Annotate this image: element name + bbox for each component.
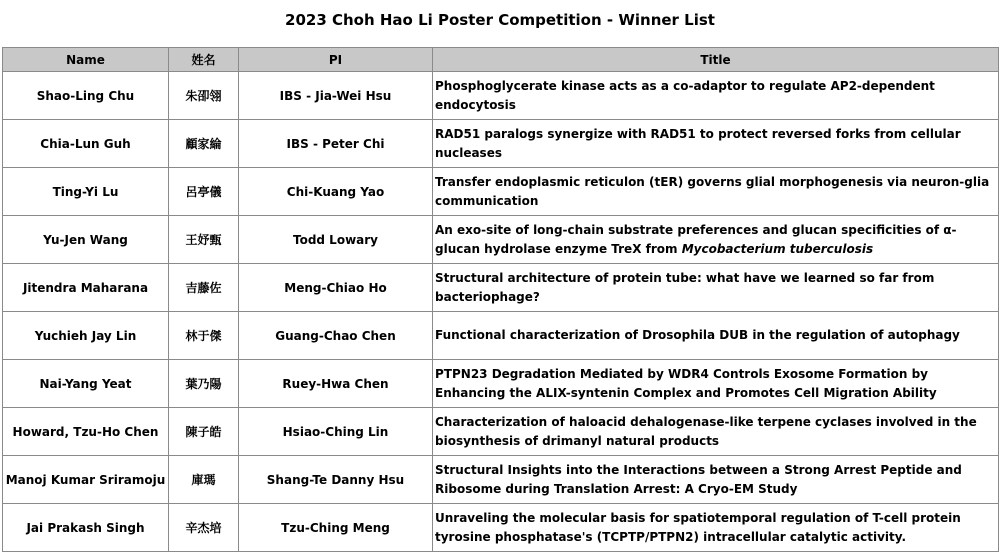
cell-chinese-name: 朱卲翎 (169, 72, 239, 120)
cell-name: Manoj Kumar Sriramoju (3, 456, 169, 504)
title-text: RAD51 paralogs synergize with RAD51 to protect reversed forks from cellular nucleases (435, 126, 961, 160)
cell-chinese-name: 呂亭儀 (169, 168, 239, 216)
header-chinese-name: 姓名 (169, 48, 239, 72)
table-row (3, 216, 999, 264)
cell-chinese-name: 葉乃陽 (169, 360, 239, 408)
cell-name: Yuchieh Jay Lin (3, 312, 169, 360)
cell-pi: Ruey-Hwa Chen (239, 360, 433, 408)
cell-name: Ting-Yi Lu (3, 168, 169, 216)
table-row (3, 72, 999, 120)
cell-title (433, 72, 999, 120)
table-body (3, 72, 999, 552)
cell-title (433, 504, 999, 552)
cell-chinese-name: 顧家綸 (169, 120, 239, 168)
cell-chinese-name: 庫瑪 (169, 456, 239, 504)
table-row (3, 264, 999, 312)
cell-chinese-name: 陳子皓 (169, 408, 239, 456)
table-row (3, 312, 999, 360)
cell-pi: Guang-Chao Chen (239, 312, 433, 360)
cell-name: Nai-Yang Yeat (3, 360, 169, 408)
cell-pi: Chi-Kuang Yao (239, 168, 433, 216)
cell-name: Howard, Tzu-Ho Chen (3, 408, 169, 456)
cell-chinese-name: 吉藤佐 (169, 264, 239, 312)
cell-name: Jitendra Maharana (3, 264, 169, 312)
header-row (3, 48, 999, 72)
cell-title (433, 408, 999, 456)
table-row (3, 120, 999, 168)
cell-pi: IBS - Peter Chi (239, 120, 433, 168)
cell-title (433, 120, 999, 168)
cell-chinese-name: 王妤甄 (169, 216, 239, 264)
cell-title (433, 264, 999, 312)
title-text: Transfer endoplasmic reticulon (tER) governs glial morphogenesis via neuron-glia communication (435, 174, 990, 208)
title-text: Unraveling the molecular basis for spatiotemporal regulation of T-cell protein tyrosine phosphatase's (TCPTP/PTPN2) intracellular catalytic activity. (435, 510, 961, 544)
cell-title (433, 168, 999, 216)
cell-name: Chia-Lun Guh (3, 120, 169, 168)
cell-name: Yu-Jen Wang (3, 216, 169, 264)
header-title: Title (433, 48, 999, 72)
table-row (3, 408, 999, 456)
title-text: Characterization of haloacid dehalogenase-like terpene cyclases involved in the biosynthesis of drimanyl natural products (435, 414, 977, 448)
cell-pi: Meng-Chiao Ho (239, 264, 433, 312)
cell-title (433, 216, 999, 264)
header-pi: PI (239, 48, 433, 72)
table-row (3, 456, 999, 504)
cell-name: Shao-Ling Chu (3, 72, 169, 120)
cell-name: Jai Prakash Singh (3, 504, 169, 552)
table-row (3, 504, 999, 552)
title-text: Structural architecture of protein tube: what have we learned so far from bacteriophage? (435, 270, 935, 304)
cell-title (433, 312, 999, 360)
cell-pi: Todd Lowary (239, 216, 433, 264)
cell-pi: Tzu-Ching Meng (239, 504, 433, 552)
title-text: Structural Insights into the Interactions between a Strong Arrest Peptide and Ribosome during Translation Arrest: A Cryo-EM Study (435, 462, 962, 496)
cell-chinese-name: 辛杰培 (169, 504, 239, 552)
table-row (3, 168, 999, 216)
table-header (3, 48, 999, 72)
cell-pi: Shang-Te Danny Hsu (239, 456, 433, 504)
header-name: Name (3, 48, 169, 72)
title-text: PTPN23 Degradation Mediated by WDR4 Controls Exosome Formation by Enhancing the ALIX-syntenin Complex and Promotes Cell Migration Ability (435, 366, 937, 400)
cell-pi: Hsiao-Ching Lin (239, 408, 433, 456)
cell-title (433, 456, 999, 504)
title-text: Functional characterization of Drosophila DUB in the regulation of autophagy (435, 328, 960, 342)
cell-title (433, 360, 999, 408)
title-text: An exo-site of long-chain substrate preferences and glucan specificities of α-glucan hydrolase enzyme TreX from (435, 222, 957, 256)
cell-chinese-name: 林于傑 (169, 312, 239, 360)
winner-table (2, 47, 999, 552)
cell-pi: IBS - Jia-Wei Hsu (239, 72, 433, 120)
page-title: 2023 Choh Hao Li Poster Competition - Winner List (285, 11, 715, 29)
title-italic-text: Mycobacterium tuberculosis (681, 241, 874, 256)
table-row (3, 360, 999, 408)
title-text: Phosphoglycerate kinase acts as a co-adaptor to regulate AP2-dependent endocytosis (435, 78, 935, 112)
